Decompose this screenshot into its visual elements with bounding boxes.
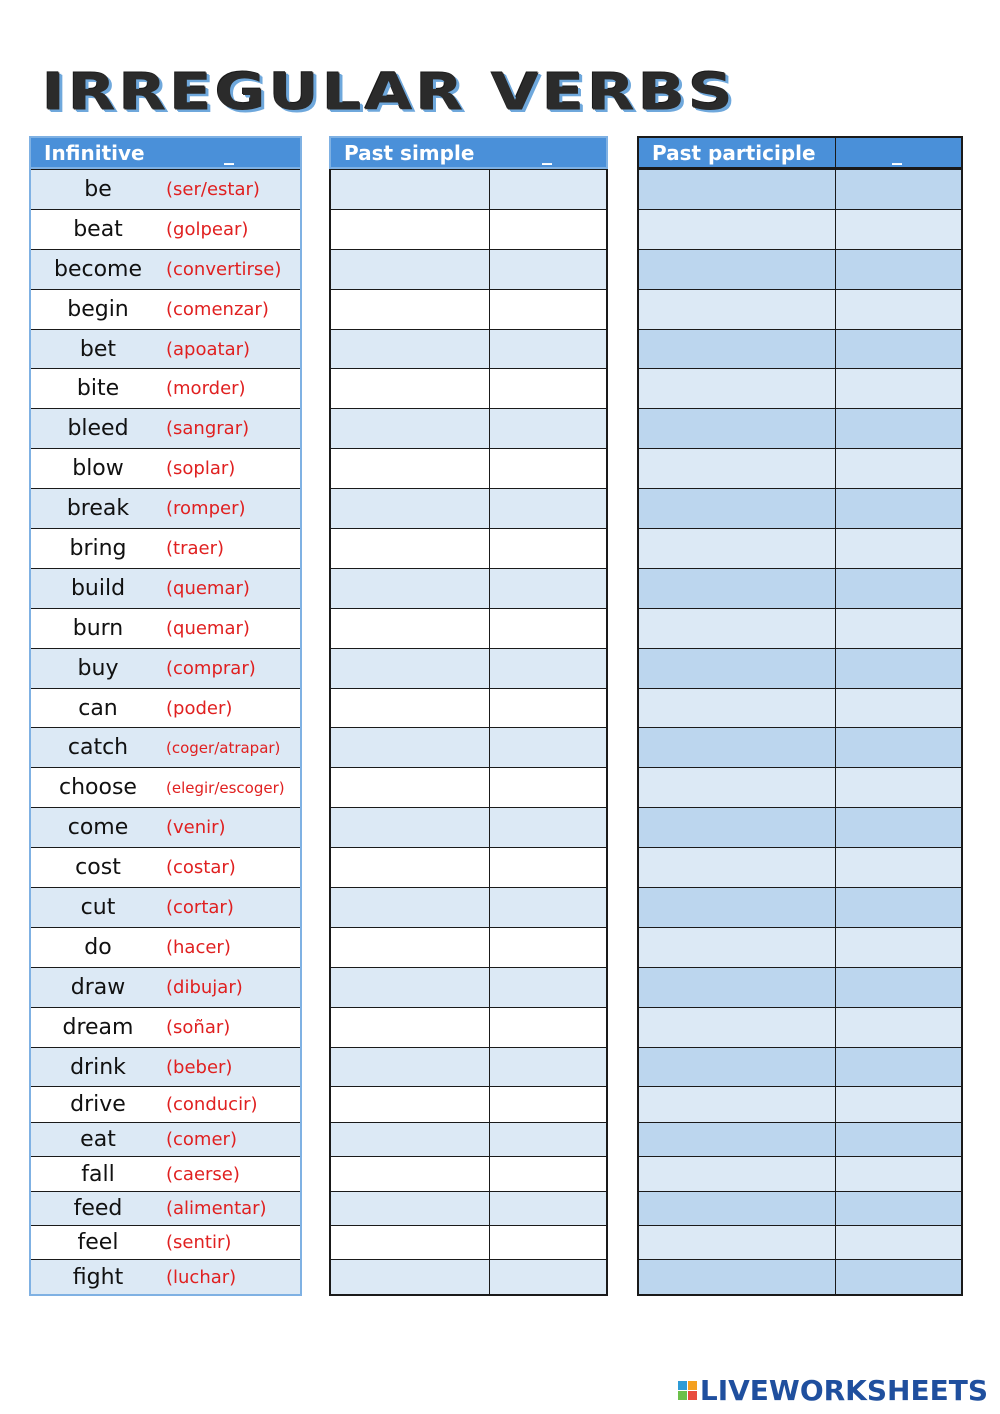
past-simple-answer-field[interactable] <box>490 529 606 568</box>
verb-row <box>31 1047 300 1087</box>
past-simple-answer-field[interactable] <box>331 290 490 329</box>
past-simple-answer-field[interactable] <box>490 728 606 767</box>
past-simple-answer-field[interactable] <box>331 489 490 528</box>
verb-infinitive: build <box>70 575 126 601</box>
verb-translation: (romper) <box>166 498 246 520</box>
verb-translation: (convertirse) <box>166 258 282 280</box>
past-simple-answer-field[interactable] <box>331 409 490 448</box>
past-participle-answer-field[interactable] <box>836 409 961 448</box>
past-simple-row <box>331 967 606 1007</box>
past-simple-row <box>331 209 606 249</box>
past-simple-header-blank: _ <box>542 140 552 165</box>
verb-translation: (hacer) <box>166 936 231 958</box>
verb-row <box>31 648 300 688</box>
verb-infinitive: bet <box>79 336 117 362</box>
past-simple-row <box>331 1225 606 1259</box>
verb-row <box>31 528 300 568</box>
verb-translation: (coger/atrapar) <box>166 738 281 757</box>
past-simple-answer-field[interactable] <box>331 649 490 688</box>
past-simple-answer-field[interactable] <box>331 250 490 289</box>
verb-translation: (ser/estar) <box>166 178 260 200</box>
past-participle-answer-field[interactable] <box>836 888 961 927</box>
past-simple-table <box>329 136 608 1296</box>
verb-translation: (luchar) <box>166 1266 237 1288</box>
past-participle-answer-field[interactable] <box>639 968 836 1007</box>
verb-translation: (costar) <box>166 857 236 879</box>
past-simple-answer-field[interactable] <box>490 609 606 648</box>
past-simple-row <box>331 887 606 927</box>
verb-row <box>31 209 300 249</box>
past-participle-row <box>639 528 961 568</box>
verb-translation: (venir) <box>166 817 226 839</box>
past-simple-answer-field[interactable] <box>331 689 490 728</box>
past-participle-answer-field[interactable] <box>639 609 836 648</box>
past-simple-answer-field[interactable] <box>490 928 606 967</box>
verb-translation: (alimentar) <box>166 1197 267 1219</box>
past-participle-row <box>639 488 961 528</box>
past-participle-answer-field[interactable] <box>639 1192 836 1225</box>
past-participle-answer-field[interactable] <box>836 609 961 648</box>
past-participle-answer-field[interactable] <box>836 290 961 329</box>
past-simple-answer-field[interactable] <box>331 330 490 369</box>
past-simple-answer-field[interactable] <box>331 1157 490 1190</box>
past-participle-answer-field[interactable] <box>639 409 836 448</box>
past-simple-answer-field[interactable] <box>331 1008 490 1047</box>
past-participle-row <box>639 1007 961 1047</box>
verb-row <box>31 1191 300 1225</box>
past-participle-row <box>639 368 961 408</box>
past-simple-answer-field[interactable] <box>490 1226 606 1259</box>
verb-infinitive: fight <box>72 1264 124 1290</box>
infinitive-header <box>29 136 302 169</box>
verb-translation: (poder) <box>166 697 233 719</box>
verb-row <box>31 289 300 329</box>
verb-infinitive: come <box>67 815 129 841</box>
past-simple-answer-field[interactable] <box>331 768 490 807</box>
verb-translation: (comenzar) <box>166 298 269 320</box>
past-participle-answer-field[interactable] <box>836 1192 961 1225</box>
past-simple-answer-field[interactable] <box>331 210 490 249</box>
past-participle-answer-field[interactable] <box>836 1087 961 1122</box>
past-simple-row <box>331 727 606 767</box>
past-participle-answer-field[interactable] <box>639 728 836 767</box>
past-simple-answer-field[interactable] <box>331 1123 490 1156</box>
verb-infinitive: eat <box>80 1127 116 1153</box>
past-simple-answer-field[interactable] <box>331 728 490 767</box>
verb-row <box>31 1225 300 1259</box>
verb-infinitive: bleed <box>67 416 129 442</box>
past-participle-row <box>639 568 961 608</box>
past-simple-answer-field[interactable] <box>490 170 606 209</box>
past-simple-answer-field[interactable] <box>490 1123 606 1156</box>
verb-translation: (traer) <box>166 537 225 559</box>
past-participle-answer-field[interactable] <box>836 449 961 488</box>
verb-translation: (elegir/escoger) <box>166 778 285 797</box>
past-simple-answer-field[interactable] <box>490 330 606 369</box>
verb-infinitive: fall <box>81 1161 115 1187</box>
verb-row <box>31 608 300 648</box>
verb-translation: (sentir) <box>166 1232 232 1254</box>
past-participle-row <box>639 1225 961 1259</box>
past-participle-answer-field[interactable] <box>836 1048 961 1087</box>
past-participle-row <box>639 688 961 728</box>
past-simple-answer-field[interactable] <box>331 369 490 408</box>
past-simple-row <box>331 688 606 728</box>
verb-row <box>31 408 300 448</box>
verb-row <box>31 1156 300 1190</box>
past-simple-answer-field[interactable] <box>331 928 490 967</box>
verb-row <box>31 329 300 369</box>
past-simple-answer-field[interactable] <box>490 489 606 528</box>
past-participle-row <box>639 887 961 927</box>
past-simple-row <box>331 408 606 448</box>
past-participle-answer-field[interactable] <box>836 1226 961 1259</box>
past-participle-header-label: Past participle <box>652 140 816 165</box>
past-simple-answer-field[interactable] <box>331 1260 490 1293</box>
logo-text: LIVEWORKSHEETS <box>699 1374 988 1407</box>
past-participle-row <box>639 448 961 488</box>
past-participle-answer-field[interactable] <box>639 649 836 688</box>
verb-infinitive: feed <box>73 1195 123 1221</box>
past-simple-answer-field[interactable] <box>331 170 490 209</box>
verb-infinitive: break <box>66 496 130 522</box>
past-participle-row <box>639 329 961 369</box>
verb-infinitive: blow <box>72 456 124 482</box>
past-participle-answer-field[interactable] <box>836 1123 961 1156</box>
past-simple-header <box>329 136 608 169</box>
verb-row <box>31 1259 300 1293</box>
past-simple-row <box>331 488 606 528</box>
past-participle-answer-field[interactable] <box>639 290 836 329</box>
verb-infinitive: bite <box>76 376 120 402</box>
verb-translation: (morder) <box>166 378 246 400</box>
past-simple-answer-field[interactable] <box>490 290 606 329</box>
past-simple-answer-field[interactable] <box>490 1157 606 1190</box>
past-simple-answer-field[interactable] <box>490 689 606 728</box>
past-simple-answer-field[interactable] <box>490 808 606 847</box>
past-simple-answer-field[interactable] <box>331 1048 490 1087</box>
verb-infinitive: drive <box>70 1092 126 1118</box>
past-participle-answer-field[interactable] <box>639 529 836 568</box>
verb-row <box>31 927 300 967</box>
past-simple-answer-field[interactable] <box>331 1226 490 1259</box>
past-participle-answer-field[interactable] <box>836 848 961 887</box>
page-title: IRREGULAR VERBS <box>42 62 736 122</box>
past-simple-row <box>331 1086 606 1122</box>
verb-infinitive: begin <box>67 296 129 322</box>
past-participle-row <box>639 1086 961 1122</box>
past-participle-header-blank: _ <box>892 140 902 165</box>
infinitive-header-blank: _ <box>224 140 234 165</box>
past-participle-answer-field[interactable] <box>639 768 836 807</box>
verb-infinitive: drink <box>70 1054 126 1080</box>
past-participle-row <box>639 927 961 967</box>
infinitive-table <box>29 136 302 1296</box>
past-simple-row <box>331 528 606 568</box>
verb-translation: (golpear) <box>166 218 249 240</box>
verb-translation: (comer) <box>166 1129 237 1151</box>
past-simple-row <box>331 289 606 329</box>
verb-row <box>31 1122 300 1156</box>
verb-translation: (comprar) <box>166 657 256 679</box>
verb-row <box>31 488 300 528</box>
past-participle-answer-field[interactable] <box>836 330 961 369</box>
verb-translation: (soñar) <box>166 1016 231 1038</box>
verb-row <box>31 688 300 728</box>
verb-infinitive: do <box>84 934 112 960</box>
past-simple-row <box>331 1047 606 1087</box>
past-simple-row <box>331 1156 606 1190</box>
past-simple-row <box>331 608 606 648</box>
past-participle-answer-field[interactable] <box>836 968 961 1007</box>
verb-translation: (caerse) <box>166 1163 240 1185</box>
verb-row <box>31 568 300 608</box>
verb-translation: (cortar) <box>166 896 234 918</box>
past-participle-answer-field[interactable] <box>639 1123 836 1156</box>
past-simple-row <box>331 847 606 887</box>
verb-translation: (dibujar) <box>166 976 243 998</box>
past-participle-row <box>639 727 961 767</box>
verb-translation: (apoatar) <box>166 338 251 360</box>
past-participle-table <box>637 136 963 1296</box>
past-simple-row <box>331 1191 606 1225</box>
liveworksheets-logo <box>678 1374 988 1407</box>
past-simple-row <box>331 1122 606 1156</box>
past-simple-answer-field[interactable] <box>490 968 606 1007</box>
past-participle-answer-field[interactable] <box>836 250 961 289</box>
past-simple-answer-field[interactable] <box>331 848 490 887</box>
past-simple-answer-field[interactable] <box>490 1048 606 1087</box>
verb-infinitive: cut <box>80 894 116 920</box>
verb-row <box>31 169 300 209</box>
past-simple-answer-field[interactable] <box>490 1192 606 1225</box>
past-participle-row <box>639 249 961 289</box>
past-participle-answer-field[interactable] <box>836 728 961 767</box>
past-participle-answer-field[interactable] <box>639 1260 836 1293</box>
verb-infinitive: beat <box>73 216 123 242</box>
past-simple-row <box>331 448 606 488</box>
past-participle-answer-field[interactable] <box>836 1008 961 1047</box>
past-simple-answer-field[interactable] <box>490 768 606 807</box>
past-simple-answer-field[interactable] <box>490 250 606 289</box>
past-simple-answer-field[interactable] <box>490 569 606 608</box>
past-simple-answer-field[interactable] <box>490 888 606 927</box>
past-participle-row <box>639 169 961 209</box>
past-participle-row <box>639 408 961 448</box>
past-participle-row <box>639 1191 961 1225</box>
verb-row <box>31 1007 300 1047</box>
past-participle-answer-field[interactable] <box>836 689 961 728</box>
past-simple-answer-field[interactable] <box>490 649 606 688</box>
logo-icon <box>678 1381 697 1400</box>
verb-row <box>31 448 300 488</box>
past-participle-answer-field[interactable] <box>639 210 836 249</box>
past-participle-answer-field[interactable] <box>836 489 961 528</box>
past-participle-answer-field[interactable] <box>836 369 961 408</box>
verb-row <box>31 368 300 408</box>
past-simple-answer-field[interactable] <box>331 449 490 488</box>
past-participle-answer-field[interactable] <box>639 449 836 488</box>
past-participle-row <box>639 967 961 1007</box>
verb-translation: (quemar) <box>166 577 250 599</box>
past-simple-answer-field[interactable] <box>331 888 490 927</box>
past-simple-row <box>331 169 606 209</box>
past-simple-row <box>331 767 606 807</box>
past-simple-row <box>331 807 606 847</box>
past-simple-answer-field[interactable] <box>490 1087 606 1122</box>
past-participle-answer-field[interactable] <box>639 808 836 847</box>
past-simple-answer-field[interactable] <box>490 1260 606 1293</box>
past-participle-answer-field[interactable] <box>639 1226 836 1259</box>
past-simple-answer-field[interactable] <box>490 210 606 249</box>
past-simple-header-label: Past simple <box>344 140 475 165</box>
past-simple-answer-field[interactable] <box>490 369 606 408</box>
past-simple-row <box>331 927 606 967</box>
verb-infinitive: buy <box>77 655 119 681</box>
verb-infinitive: become <box>53 256 143 282</box>
past-participle-answer-field[interactable] <box>836 649 961 688</box>
verb-row <box>31 887 300 927</box>
past-simple-row <box>331 568 606 608</box>
past-participle-row <box>639 289 961 329</box>
verb-infinitive: choose <box>59 775 137 801</box>
verb-infinitive: dream <box>62 1014 134 1040</box>
verb-translation: (conducir) <box>166 1094 258 1116</box>
verb-row <box>31 727 300 767</box>
past-simple-answer-field[interactable] <box>490 409 606 448</box>
verb-infinitive: bring <box>69 535 127 561</box>
verb-row <box>31 1086 300 1122</box>
past-participle-row <box>639 1122 961 1156</box>
past-participle-answer-field[interactable] <box>639 569 836 608</box>
infinitive-header-label: Infinitive <box>44 140 145 165</box>
past-participle-answer-field[interactable] <box>639 1157 836 1190</box>
past-participle-header <box>637 136 963 169</box>
past-participle-row <box>639 648 961 688</box>
verb-infinitive: burn <box>72 615 124 641</box>
past-simple-answer-field[interactable] <box>490 1008 606 1047</box>
past-simple-row <box>331 249 606 289</box>
verb-translation: (soplar) <box>166 458 236 480</box>
past-participle-row <box>639 767 961 807</box>
past-simple-answer-field[interactable] <box>331 808 490 847</box>
past-participle-row <box>639 1156 961 1190</box>
verb-infinitive: cost <box>75 855 121 881</box>
past-participle-answer-field[interactable] <box>639 250 836 289</box>
past-participle-row <box>639 1259 961 1293</box>
verb-infinitive: be <box>84 176 112 202</box>
past-participle-answer-field[interactable] <box>639 848 836 887</box>
past-participle-row <box>639 847 961 887</box>
past-participle-answer-field[interactable] <box>836 569 961 608</box>
past-participle-answer-field[interactable] <box>836 808 961 847</box>
past-participle-answer-field[interactable] <box>639 170 836 209</box>
past-simple-answer-field[interactable] <box>331 968 490 1007</box>
past-simple-row <box>331 1259 606 1293</box>
past-participle-answer-field[interactable] <box>639 1048 836 1087</box>
verb-translation: (beber) <box>166 1056 233 1078</box>
verb-row <box>31 767 300 807</box>
past-participle-answer-field[interactable] <box>836 529 961 568</box>
past-participle-answer-field[interactable] <box>836 170 961 209</box>
past-simple-answer-field[interactable] <box>331 1192 490 1225</box>
past-participle-row <box>639 209 961 249</box>
verb-row <box>31 249 300 289</box>
past-simple-answer-field[interactable] <box>331 1087 490 1122</box>
past-participle-answer-field[interactable] <box>639 689 836 728</box>
past-participle-rows <box>637 169 963 1296</box>
infinitive-rows <box>29 169 302 1296</box>
past-participle-answer-field[interactable] <box>639 369 836 408</box>
past-participle-answer-field[interactable] <box>639 330 836 369</box>
verb-translation: (sangrar) <box>166 418 250 440</box>
past-simple-answer-field[interactable] <box>490 848 606 887</box>
past-simple-row <box>331 648 606 688</box>
verb-infinitive: feel <box>77 1230 119 1256</box>
past-participle-answer-field[interactable] <box>836 768 961 807</box>
verb-infinitive: catch <box>67 735 129 761</box>
past-simple-row <box>331 368 606 408</box>
verb-infinitive: can <box>78 695 118 721</box>
verb-infinitive: draw <box>70 974 126 1000</box>
past-participle-answer-field[interactable] <box>639 1087 836 1122</box>
verb-row <box>31 807 300 847</box>
past-participle-answer-field[interactable] <box>836 1157 961 1190</box>
past-simple-answer-field[interactable] <box>490 449 606 488</box>
past-participle-answer-field[interactable] <box>836 210 961 249</box>
past-participle-answer-field[interactable] <box>836 928 961 967</box>
past-participle-answer-field[interactable] <box>836 1260 961 1293</box>
past-participle-answer-field[interactable] <box>639 928 836 967</box>
past-participle-answer-field[interactable] <box>639 888 836 927</box>
past-participle-row <box>639 807 961 847</box>
past-participle-row <box>639 1047 961 1087</box>
past-participle-row <box>639 608 961 648</box>
past-simple-answer-field[interactable] <box>331 569 490 608</box>
verb-row <box>31 847 300 887</box>
past-participle-answer-field[interactable] <box>639 1008 836 1047</box>
past-simple-row <box>331 329 606 369</box>
past-simple-row <box>331 1007 606 1047</box>
past-simple-answer-field[interactable] <box>331 529 490 568</box>
past-simple-rows <box>329 169 608 1296</box>
verb-row <box>31 967 300 1007</box>
past-participle-answer-field[interactable] <box>639 489 836 528</box>
verb-translation: (quemar) <box>166 617 250 639</box>
past-simple-answer-field[interactable] <box>331 609 490 648</box>
